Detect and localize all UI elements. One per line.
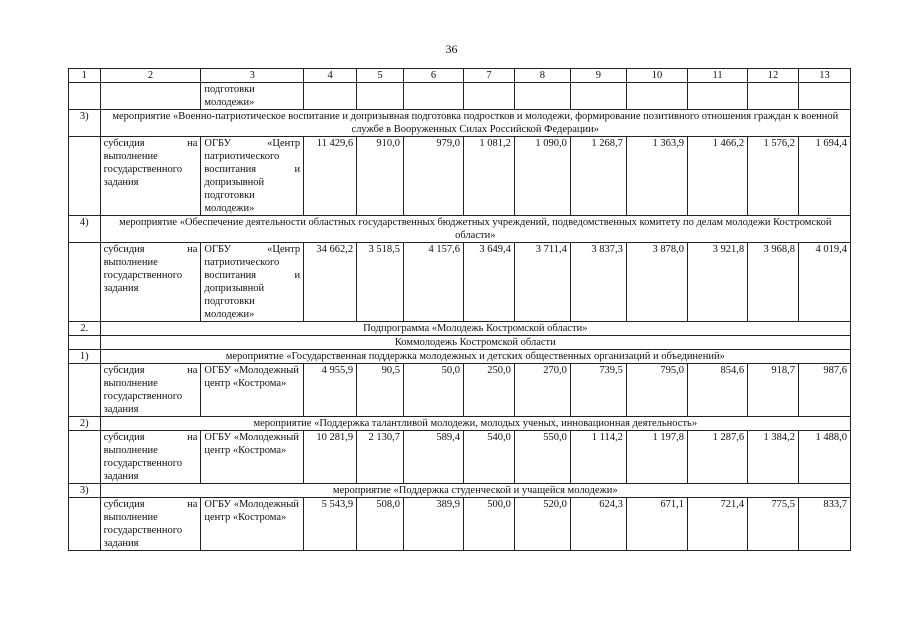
value-cell: 4 157,6 [403, 243, 463, 322]
value-cell: 4 955,9 [304, 364, 357, 417]
value-cell: 3 921,8 [688, 243, 748, 322]
value-cell: 1 268,7 [570, 137, 626, 216]
column-header: 12 [748, 69, 799, 83]
funding-type: субсидия на выполнение государственного задания [100, 431, 201, 484]
value-cell: 1 090,0 [514, 137, 570, 216]
value-cell: 739,5 [570, 364, 626, 417]
agency-row [69, 336, 851, 350]
value-cell: 3 518,5 [357, 243, 404, 322]
value-cell: 624,3 [570, 498, 626, 551]
activity-title: мероприятие «Государственная поддержка молодежных и детских общественных организаций и объединений» [100, 350, 850, 364]
value-cell: 1 384,2 [748, 431, 799, 484]
column-header: 3 [201, 69, 304, 83]
organization-cell: ОГБУ «Центр патриотического воспитания и допризывной подготовки молодежи» [201, 243, 304, 322]
value-cell: 1 576,2 [748, 137, 799, 216]
value-cell: 987,6 [798, 364, 850, 417]
activity-number: 4) [69, 216, 101, 243]
subprogram-number: 2. [69, 322, 101, 336]
subprogram-row [69, 322, 851, 336]
value-cell: 589,4 [403, 431, 463, 484]
organization-cell: ОГБУ «Молодежный центр «Кострома» [201, 431, 304, 484]
value-cell: 540,0 [464, 431, 515, 484]
funding-type: субсидия на выполнение государственного задания [100, 498, 201, 551]
value-cell: 550,0 [514, 431, 570, 484]
value-cell: 721,4 [688, 498, 748, 551]
value-cell: 833,7 [798, 498, 850, 551]
activity-row [69, 484, 851, 498]
value-cell: 3 878,0 [626, 243, 687, 322]
organization-cell: ОГБУ «Молодежный центр «Кострома» [201, 498, 304, 551]
funding-type: субсидия на выполнение государственного задания [100, 137, 201, 216]
subsidy-row [69, 364, 851, 417]
value-cell: 795,0 [626, 364, 687, 417]
value-cell: 1 488,0 [798, 431, 850, 484]
value-cell: 910,0 [357, 137, 404, 216]
value-cell: 5 543,9 [304, 498, 357, 551]
value-cell: 1 081,2 [464, 137, 515, 216]
subprogram-title: Подпрограмма «Молодежь Костромской области» [100, 322, 850, 336]
activity-number: 3) [69, 110, 101, 137]
value-cell: 918,7 [748, 364, 799, 417]
agency-title: Коммолодежь Костромской области [100, 336, 850, 350]
value-cell: 520,0 [514, 498, 570, 551]
value-cell: 508,0 [357, 498, 404, 551]
value-cell: 1 363,9 [626, 137, 687, 216]
value-cell: 3 837,3 [570, 243, 626, 322]
subsidy-row [69, 137, 851, 216]
activity-title: мероприятие «Поддержка студенческой и учащейся молодежи» [100, 484, 850, 498]
value-cell: 1 694,4 [798, 137, 850, 216]
activity-title: мероприятие «Поддержка талантливой молодежи, молодых ученых, инновационная деятельность» [100, 417, 850, 431]
value-cell: 671,1 [626, 498, 687, 551]
column-header: 6 [403, 69, 463, 83]
column-header: 9 [570, 69, 626, 83]
activity-row [69, 216, 851, 243]
organization-cell: подготовки молодежи» [201, 83, 304, 110]
organization-cell: ОГБУ «Центр патриотического воспитания и допризывной подготовки молодежи» [201, 137, 304, 216]
column-header-row [69, 69, 851, 83]
activity-number: 2) [69, 417, 101, 431]
value-cell: 250,0 [464, 364, 515, 417]
subsidy-row [69, 498, 851, 551]
value-cell: 4 019,4 [798, 243, 850, 322]
value-cell: 2 130,7 [357, 431, 404, 484]
column-header: 11 [688, 69, 748, 83]
organization-cell: ОГБУ «Молодежный центр «Кострома» [201, 364, 304, 417]
column-header: 7 [464, 69, 515, 83]
budget-table [68, 68, 851, 551]
subsidy-row [69, 431, 851, 484]
funding-type: субсидия на выполнение государственного задания [100, 364, 201, 417]
value-cell: 90,5 [357, 364, 404, 417]
value-cell: 3 649,4 [464, 243, 515, 322]
value-cell: 10 281,9 [304, 431, 357, 484]
activity-title: мероприятие «Военно-патриотическое воспитание и допризывная подготовка подростков и молодежи, формирование позитивного отношения граждан к военной службе в Вооруженных Силах Российской Федерации» [100, 110, 850, 137]
column-header: 1 [69, 69, 101, 83]
value-cell: 1 287,6 [688, 431, 748, 484]
value-cell: 270,0 [514, 364, 570, 417]
column-header: 5 [357, 69, 404, 83]
activity-number: 3) [69, 484, 101, 498]
value-cell: 1 114,2 [570, 431, 626, 484]
funding-type: субсидия на выполнение государственного задания [100, 243, 201, 322]
value-cell: 389,9 [403, 498, 463, 551]
value-cell: 775,5 [748, 498, 799, 551]
column-header: 8 [514, 69, 570, 83]
column-header: 4 [304, 69, 357, 83]
activity-number: 1) [69, 350, 101, 364]
column-header: 2 [100, 69, 201, 83]
continuation-row [69, 83, 851, 110]
value-cell: 11 429,6 [304, 137, 357, 216]
column-header: 13 [798, 69, 850, 83]
value-cell: 34 662,2 [304, 243, 357, 322]
activity-row [69, 417, 851, 431]
activity-row [69, 110, 851, 137]
column-header: 10 [626, 69, 687, 83]
value-cell: 3 711,4 [514, 243, 570, 322]
value-cell: 3 968,8 [748, 243, 799, 322]
value-cell: 1 466,2 [688, 137, 748, 216]
activity-title: мероприятие «Обеспечение деятельности областных государственных бюджетных учреждений, подведомственных комитету по делам молодежи Костромской области» [100, 216, 850, 243]
value-cell: 1 197,8 [626, 431, 687, 484]
value-cell: 854,6 [688, 364, 748, 417]
page-number: 36 [445, 42, 458, 56]
activity-row [69, 350, 851, 364]
value-cell: 500,0 [464, 498, 515, 551]
value-cell: 50,0 [403, 364, 463, 417]
subsidy-row [69, 243, 851, 322]
value-cell: 979,0 [403, 137, 463, 216]
